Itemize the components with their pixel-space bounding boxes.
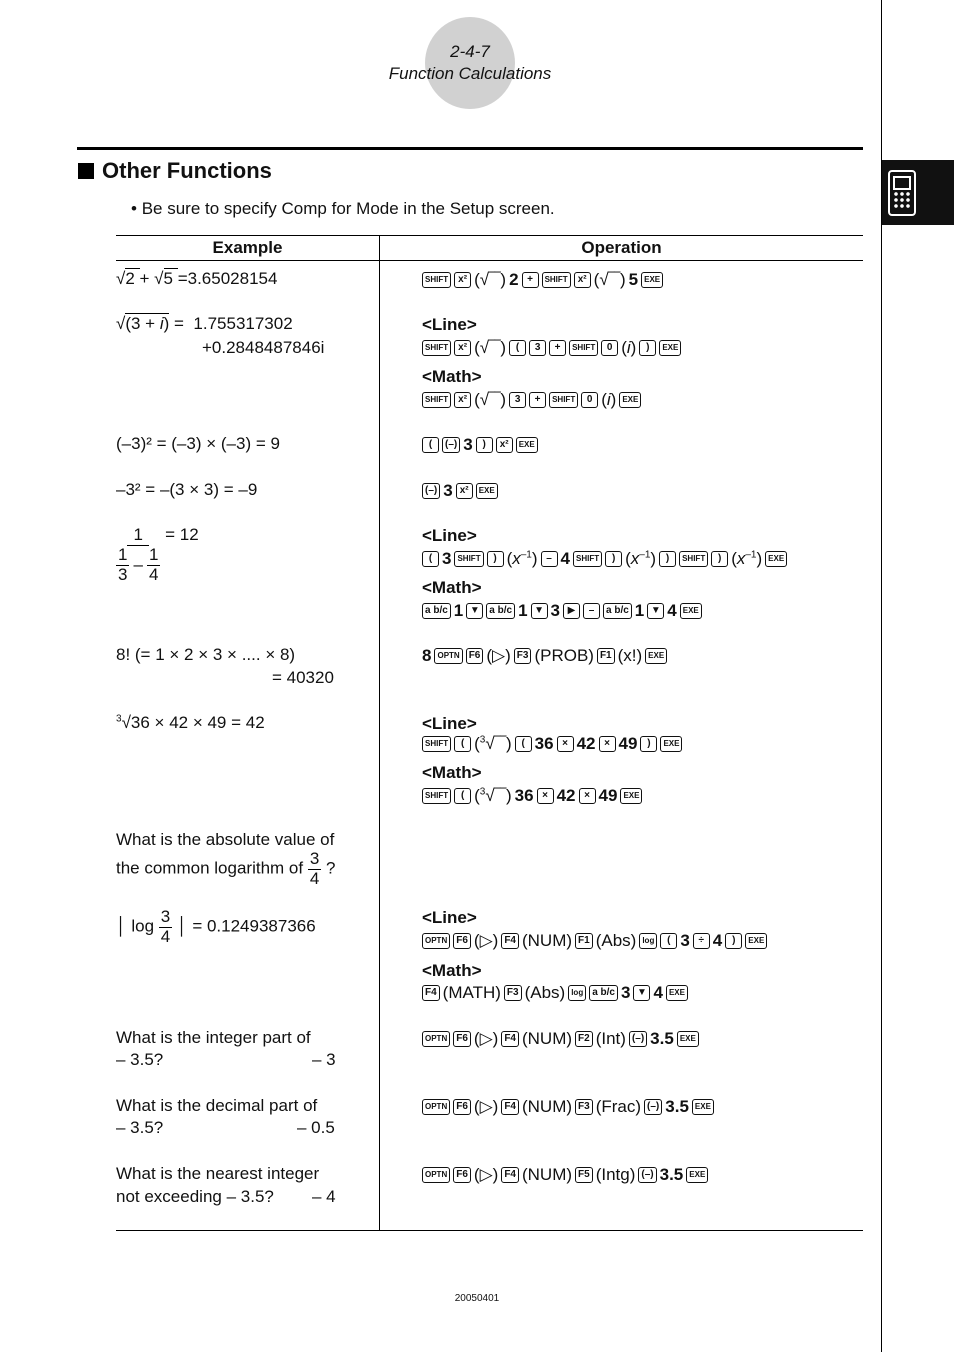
section-title: Other Functions <box>78 158 272 184</box>
question-int-part-2: – 3.5? <box>116 1050 164 1069</box>
operation-row-1: SHIFT x² (√‾‾) 2 + SHIFT x² (√‾‾) 5 EXE <box>422 270 663 290</box>
question-frac-part: What is the decimal part of <box>116 1096 318 1115</box>
operation-row-5-line: ( 3 SHIFT ) $(x^{-1})$ – 4 SHIFT ) $(x^{-1})$ ) SHIFT ) $(x^{-1})$ EXE <box>422 549 787 569</box>
table-top-rule <box>116 235 863 236</box>
answer-intg: – 4 <box>312 1187 336 1206</box>
math-label: <Math> <box>422 961 482 980</box>
example-neg3-squared: (–3)² = (–3) × (–3) = 9 <box>116 434 280 453</box>
operation-row-10: OPTN F6 (▷) F4 (NUM) F3 (Frac) (–) 3.5 EXE <box>422 1097 714 1117</box>
question-frac-part-2: – 3.5? <box>116 1118 164 1137</box>
operation-row-6: 8 OPTN F6 (▷) F3 (PROB) F1 (x!) EXE <box>422 646 667 666</box>
line-label: <Line> <box>422 315 477 334</box>
example-sqrt-complex: √(3 + i) = 1.755317302 <box>116 314 293 333</box>
line-label: <Line> <box>422 526 477 545</box>
question-intg-2: not exceeding – 3.5? <box>116 1187 274 1206</box>
question-intg: What is the nearest integer <box>116 1164 320 1183</box>
table-bottom-rule <box>116 1230 863 1231</box>
question-abs-log-2: the common logarithm of $\frac{3}{4}$ ? <box>116 849 336 888</box>
example-cube-root: $^3$√36 × 42 × 49 = 42 <box>116 713 265 732</box>
example-minus-3-squared: –3² = –(3 × 3) = –9 <box>116 480 258 499</box>
operation-row-11: OPTN F6 (▷) F4 (NUM) F5 (Intg) (–) 3.5 EXE <box>422 1165 708 1185</box>
square-bullet-icon <box>78 163 94 179</box>
example-factorial: 8! (= 1 × 2 × 3 × .... × 8) <box>116 645 296 664</box>
operation-row-2-math: SHIFT x² (√‾‾) 3 + SHIFT 0 (i) EXE <box>422 390 641 410</box>
example-reciprocal-fraction: 1 $\frac{1}{3}$ – $\frac{1}{4}$ = 12 <box>118 525 199 584</box>
chapter-title: Function Calculations <box>388 64 552 83</box>
table-column-divider <box>379 235 380 1230</box>
footer-code: 20050401 <box>454 1293 500 1304</box>
example-abs-log: │ log $\frac{3}{4}$ │ = 0.1249387366 <box>116 907 316 946</box>
example-sqrt2-sqrt5: √2 + √5 =3.65028154 <box>116 269 278 288</box>
operation-row-5-math: a b/c 1 ▼ a b/c 1 ▼ 3 ▶ – a b/c 1 ▼ 4 EXE <box>422 601 702 621</box>
operation-row-3: ( (–) 3 ) x² EXE <box>422 435 538 455</box>
answer-frac-part: – 0.5 <box>297 1118 335 1137</box>
math-label: <Math> <box>422 763 482 782</box>
operation-row-4: (–) 3 x² EXE <box>422 481 498 501</box>
line-label: <Line> <box>422 714 477 733</box>
question-abs-log-1: What is the absolute value of <box>116 830 335 849</box>
line-label: <Line> <box>422 908 477 927</box>
operation-row-9: OPTN F6 (▷) F4 (NUM) F2 (Int) (–) 3.5 EXE <box>422 1029 699 1049</box>
section-rule <box>77 147 863 150</box>
operation-row-7-line: SHIFT ( ($^3$√‾‾) ( 36 × 42 × 49 ) EXE <box>422 734 682 754</box>
example-factorial-result: = 40320 <box>272 668 334 687</box>
operation-row-7-math: SHIFT ( ($^3$√‾‾) 36 × 42 × 49 EXE <box>422 786 642 806</box>
page-number: 2-4-7 <box>450 42 490 61</box>
operation-header: Operation <box>581 238 662 257</box>
math-label: <Math> <box>422 367 482 386</box>
answer-int-part: – 3 <box>312 1050 336 1069</box>
operation-row-8-line: OPTN F6 (▷) F4 (NUM) F1 (Abs) log ( 3 ÷ 4 ) EXE <box>422 931 767 951</box>
operation-row-8-math: F4 (MATH) F3 (Abs) log a b/c 3 ▼ 4 EXE <box>422 983 688 1003</box>
calculator-icon <box>888 170 916 216</box>
math-label: <Math> <box>422 578 482 597</box>
operation-row-2-line: SHIFT x² (√‾‾) ( 3 + SHIFT 0 (i) ) EXE <box>422 338 681 358</box>
table-header-rule <box>116 260 863 261</box>
example-sqrt-complex-imag: +0.2848487846i <box>202 338 325 357</box>
chapter-tab <box>882 160 954 225</box>
bullet-note: • Be sure to specify Comp for Mode in the Setup screen. <box>131 199 555 218</box>
question-int-part: What is the integer part of <box>116 1028 311 1047</box>
header-circle <box>425 17 515 109</box>
example-header: Example <box>212 238 283 257</box>
